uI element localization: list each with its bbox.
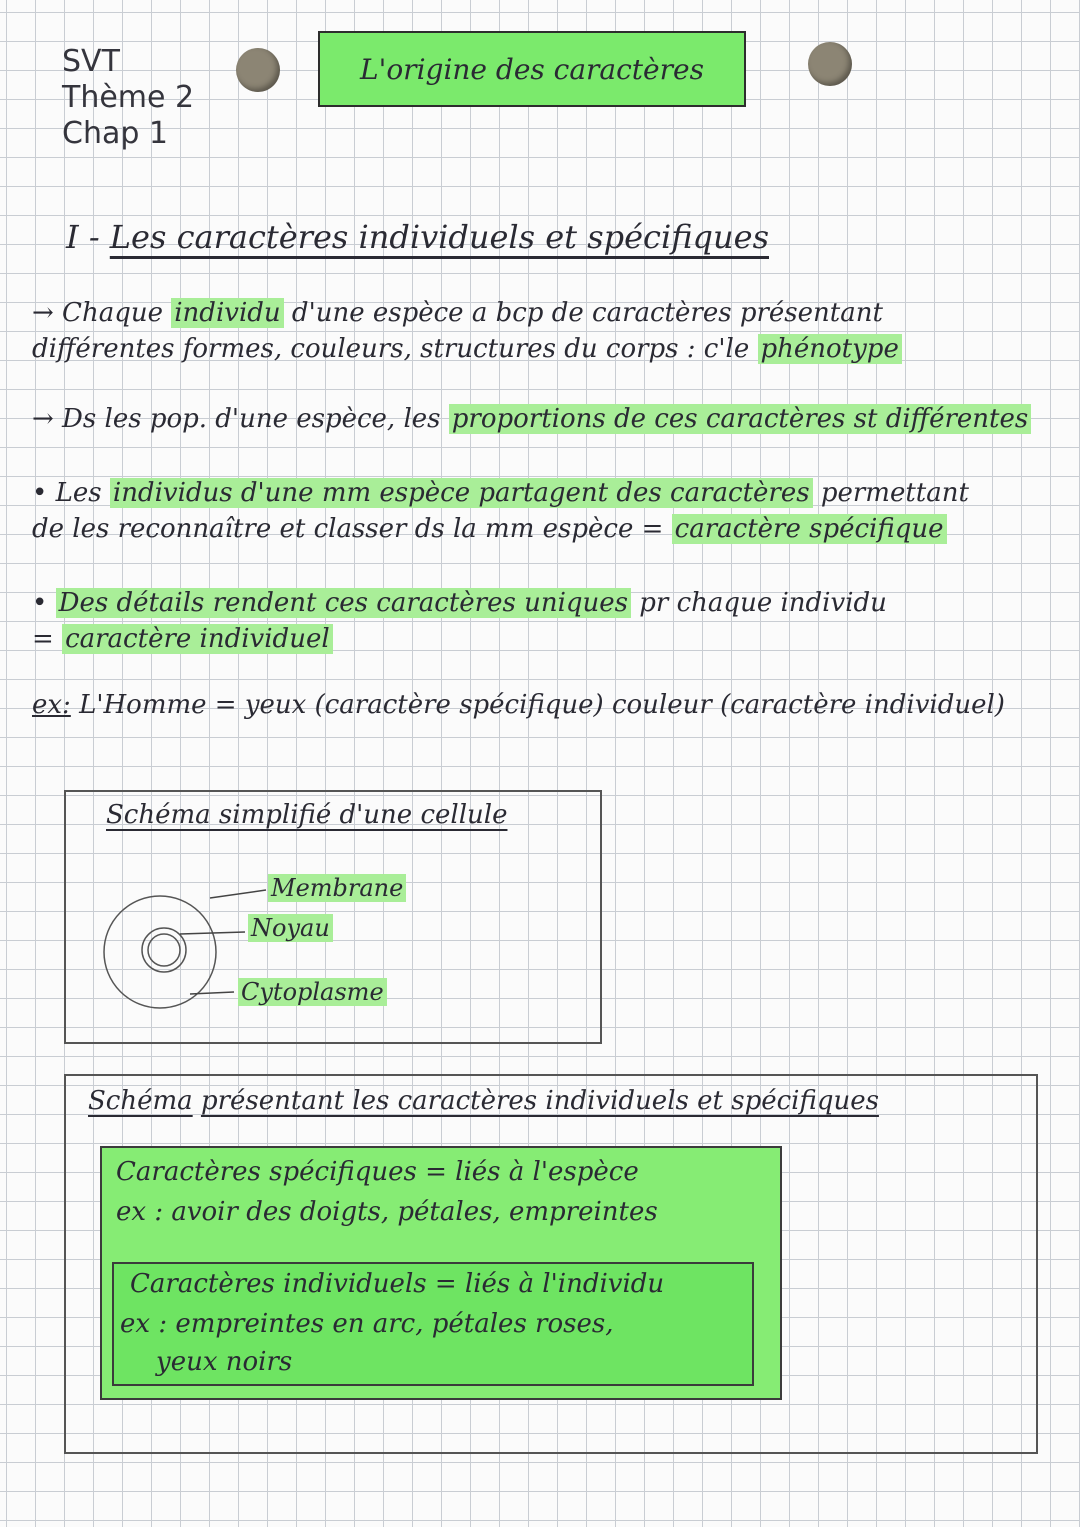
- p1-highlight-phenotype: phénotype: [758, 334, 902, 364]
- p4-highlight-details: Des détails rendent ces caractères uniques: [56, 588, 631, 618]
- example-line: [32, 690, 1005, 720]
- membrane-circle: [104, 896, 216, 1008]
- p3-text-d: de les reconnaître et classer ds la mm espèce =: [32, 514, 664, 544]
- membrane-label: Membrane: [268, 874, 406, 902]
- individual-traits-line-2: ex : empreintes en arc, pétales roses,: [120, 1309, 614, 1339]
- page-title: L'origine des caractères: [360, 52, 704, 86]
- paragraph-2: [32, 404, 1031, 434]
- p4-text-c: pr chaque individu: [639, 588, 887, 618]
- p1-text-a: → Chaque: [32, 298, 163, 328]
- cytoplasm-pointer: [190, 992, 234, 994]
- p3-highlight-individus: individus d'une mm espèce partagent des caractères: [110, 478, 813, 508]
- cell-diagram-title: Schéma simplifié d'une cellule: [106, 800, 508, 830]
- traits-title-a: Schéma: [88, 1086, 193, 1116]
- punch-hole-left: [236, 48, 280, 92]
- p2-text-a: → Ds les pop. d'une espèce, les: [32, 404, 441, 434]
- paragraph-3-line-1: [32, 478, 969, 508]
- page-title-box: [318, 31, 746, 107]
- theme-label: Thème 2: [62, 80, 195, 115]
- chapter-label: Chap 1: [62, 116, 169, 151]
- cytoplasm-label: Cytoplasme: [238, 978, 387, 1006]
- p1-highlight-individu: individu: [171, 298, 283, 328]
- subject-label: SVT: [62, 44, 120, 79]
- p4-highlight-individuel: caractère individuel: [62, 624, 333, 654]
- p3-text-a: • Les: [32, 478, 102, 508]
- individual-traits-line-1: Caractères individuels = liés à l'individu: [130, 1269, 665, 1299]
- specific-traits-line-2: ex : avoir des doigts, pétales, empreintes: [116, 1197, 658, 1227]
- example-label: ex:: [32, 690, 71, 720]
- p1-text-d: différentes formes, couleurs, structures du corps : c'le: [32, 334, 750, 364]
- example-text: L'Homme = yeux (caractère spécifique) couleur (caractère individuel): [79, 690, 1005, 720]
- p3-text-c: permettant: [820, 478, 969, 508]
- paragraph-1-line-2: [32, 334, 902, 364]
- p4-equals: =: [32, 624, 54, 654]
- paragraph-3-line-2: [32, 514, 947, 544]
- p2-highlight-proportions: proportions de ces caractères st différentes: [449, 404, 1031, 434]
- punch-hole-right: [808, 42, 852, 86]
- course-header: [62, 44, 194, 152]
- section-title: Les caractères individuels et spécifiques: [109, 218, 769, 256]
- paragraph-4-line-2: [32, 624, 333, 654]
- traits-title-b: présentant les caractères individuels et spécifiques: [200, 1086, 879, 1116]
- nucleus-pointer: [180, 932, 245, 934]
- section-heading: [66, 218, 769, 256]
- nucleus-label: Noyau: [248, 914, 333, 942]
- paragraph-4-line-1: [32, 588, 887, 618]
- section-number: I -: [66, 218, 100, 256]
- membrane-pointer: [210, 890, 266, 898]
- traits-diagram-title: [88, 1086, 879, 1116]
- p1-text-c: d'une espèce a bcp de caractères présentant: [291, 298, 883, 328]
- p4-bullet: •: [32, 588, 48, 618]
- p3-highlight-specifique: caractère spécifique: [672, 514, 947, 544]
- individual-traits-line-3: yeux noirs: [156, 1347, 293, 1377]
- nucleus-inner: [148, 934, 180, 966]
- paragraph-1-line-1: [32, 298, 883, 328]
- specific-traits-line-1: Caractères spécifiques = liés à l'espèce: [116, 1157, 639, 1187]
